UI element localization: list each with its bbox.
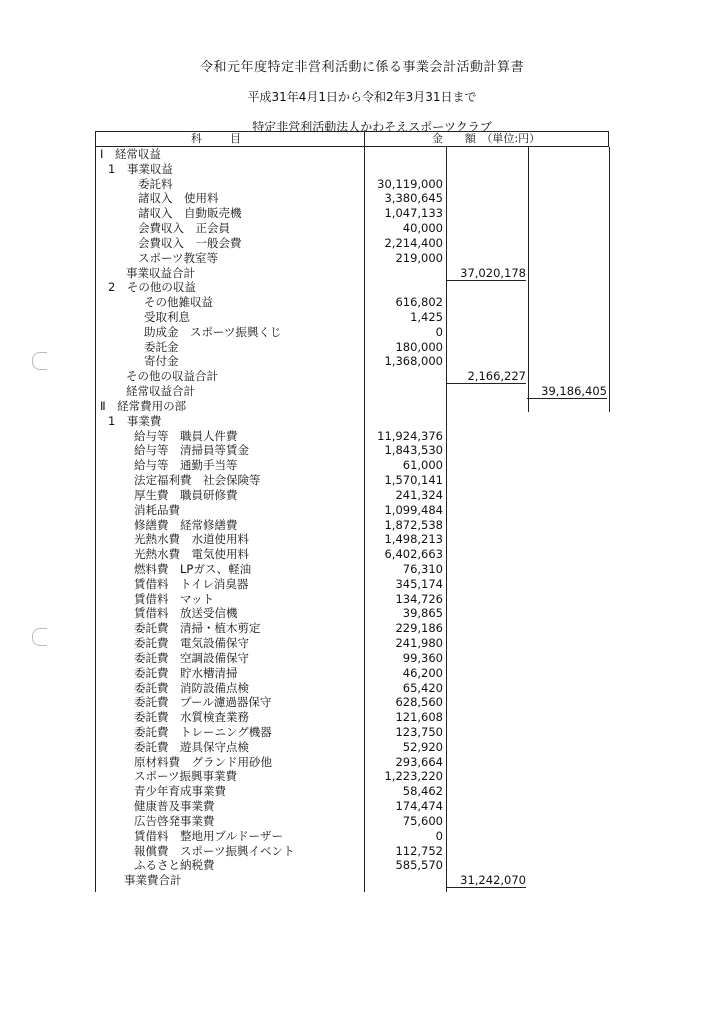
row-label: 経常収益合計: [126, 384, 195, 399]
row-amount: 1,099,484: [384, 502, 443, 517]
activity-statement-table: [95, 131, 609, 892]
row-label: 広告啓発事業費: [134, 813, 215, 828]
row-label: 給与等 通勤手当等: [134, 458, 238, 473]
row-label: 事業収益合計: [126, 265, 195, 280]
row-label: 委託金: [144, 339, 179, 354]
row-amount: 293,664: [395, 754, 443, 769]
table-row: [96, 206, 610, 221]
row-label: 光熱水費 水道使用料: [134, 532, 249, 547]
table-row: [96, 769, 610, 784]
row-label: 賃借料 トイレ消臭器: [134, 576, 249, 591]
table-row: [96, 369, 610, 384]
table-row: [96, 177, 610, 192]
row-label: 諸収入 使用料: [138, 191, 219, 206]
row-label: 委託費 貯水槽清掃: [134, 665, 238, 680]
row-label: 助成金 スポーツ振興くじ: [144, 324, 282, 339]
row-label: 健康普及事業費: [134, 799, 215, 814]
row-amount: 75,600: [402, 813, 443, 828]
table-row: [96, 443, 610, 458]
row-label: その他雑収益: [144, 295, 213, 310]
table-row: [96, 695, 610, 710]
table-row: [96, 621, 610, 636]
row-label: 給与等 清掃員等賃金: [134, 443, 249, 458]
fiscal-period: 平成31年4月1日から令和2年3月31日まで: [247, 90, 477, 104]
row-label: 委託費 遊具保守点検: [134, 739, 249, 754]
row-label: その他の収益合計: [126, 369, 218, 384]
table-row: [96, 340, 610, 355]
row-amount: 52,920: [402, 739, 443, 754]
table-row: [96, 518, 610, 533]
row-label: 賃借料 整地用ブルドーザー: [134, 828, 284, 843]
table-row: [96, 814, 610, 829]
row-label: 1 事業費: [108, 413, 162, 428]
table-row: [96, 636, 610, 651]
organization-name: 特定非営利活動法人かわそえスポーツクラブ: [252, 120, 492, 134]
row-label: 諸収入 自動販売機: [138, 206, 242, 221]
row-label: 法定福利費 社会保険等: [134, 473, 261, 488]
row-label: 委託費 空調設備保守: [134, 650, 249, 665]
table-row: [96, 873, 610, 888]
row-amount: 219,000: [395, 250, 443, 265]
table-row: [96, 666, 610, 681]
table-row: [96, 251, 610, 266]
table-row: [96, 799, 610, 814]
row-label: 委託費 清掃・植木剪定: [134, 621, 261, 636]
table-row: [96, 844, 610, 859]
row-amount: 2,166,227: [446, 369, 526, 384]
table-row: [96, 325, 610, 340]
table-row: [96, 740, 610, 755]
table-row: [96, 266, 610, 281]
row-amount: 174,474: [395, 799, 443, 814]
document-title: 令和元年度特定非営利活動に係る事業会計活動計算書: [199, 60, 524, 75]
table-body: [95, 147, 609, 892]
row-label: 青少年育成事業費: [134, 784, 226, 799]
table-row: [96, 414, 610, 429]
row-amount: 121,608: [395, 710, 443, 725]
row-label: 受取利息: [144, 310, 190, 325]
row-label: 寄付金: [144, 354, 179, 369]
row-label: 委託費 電気設備保守: [134, 636, 249, 651]
table-row: [96, 236, 610, 251]
row-label: 賃借料 放送受信機: [134, 606, 238, 621]
row-label: 消耗品費: [134, 502, 180, 517]
table-row: [96, 606, 610, 621]
row-amount: 585,570: [395, 858, 443, 873]
table-row: [96, 310, 610, 325]
row-amount: 180,000: [395, 339, 443, 354]
row-label: 委託料: [138, 176, 173, 191]
table-row: [96, 547, 610, 562]
row-label: 給与等 職員人件費: [134, 428, 238, 443]
table-row: [96, 384, 610, 399]
row-amount: 1,223,220: [384, 769, 443, 784]
row-amount: 40,000: [402, 221, 443, 236]
table-row: [96, 681, 610, 696]
row-amount: 37,020,178: [446, 266, 526, 281]
row-amount: 241,324: [395, 487, 443, 502]
row-amount: 1,843,530: [384, 443, 443, 458]
row-label: 委託費 水質検査業務: [134, 710, 249, 725]
table-row: [96, 488, 610, 503]
row-amount: 58,462: [402, 784, 443, 799]
row-label: 修繕費 経常修繕費: [134, 517, 238, 532]
row-amount: 112,752: [395, 843, 443, 858]
row-label: ふるさと納税費: [134, 858, 215, 873]
row-amount: 0: [435, 828, 443, 843]
row-label: 燃料費 LPガス、軽油: [134, 561, 252, 576]
table-row: [96, 473, 610, 488]
row-label: 委託費 プール濾過器保守: [134, 695, 272, 710]
row-amount: 0: [435, 324, 443, 339]
row-label: 報償費 スポーツ振興イベント: [134, 843, 295, 858]
table-row: [96, 784, 610, 799]
row-amount: 61,000: [402, 458, 443, 473]
row-label: 2 その他の収益: [108, 280, 196, 295]
row-amount: 134,726: [395, 591, 443, 606]
table-row: [96, 354, 610, 369]
row-amount: 616,802: [395, 295, 443, 310]
row-amount: 76,310: [402, 561, 443, 576]
row-amount: 11,924,376: [377, 428, 443, 443]
row-amount: 3,380,645: [384, 191, 443, 206]
row-amount: 628,560: [395, 695, 443, 710]
table-row: [96, 458, 610, 473]
header-amount: 金 額 （単位:円）: [431, 132, 541, 145]
row-amount: 1,498,213: [384, 532, 443, 547]
row-amount: 1,047,133: [384, 206, 443, 221]
table-row: [96, 221, 610, 236]
row-amount: 1,570,141: [384, 473, 443, 488]
row-label: 光熱水費 電気使用料: [134, 547, 249, 562]
row-label: 賃借料 マット: [134, 591, 215, 606]
table-row: [96, 829, 610, 844]
row-label: 会費収入 正会員: [138, 221, 230, 236]
row-label: Ⅱ 経常費用の部: [100, 398, 187, 413]
table-header: [95, 131, 609, 147]
table-row: [96, 532, 610, 547]
row-amount: 6,402,663: [384, 547, 443, 562]
row-label: 委託費 トレーニング機器: [134, 724, 272, 739]
row-label: スポーツ教室等: [138, 250, 219, 265]
table-row: [96, 725, 610, 740]
row-amount: 345,174: [395, 576, 443, 591]
table-row: [96, 503, 610, 518]
table-row: [96, 858, 610, 873]
table-row: [96, 577, 610, 592]
row-amount: 2,214,400: [384, 235, 443, 250]
row-label: 1 事業収益: [108, 161, 173, 176]
binding-hole-mark: [32, 628, 47, 646]
row-amount: 46,200: [402, 665, 443, 680]
table-row: [96, 562, 610, 577]
row-label: Ⅰ 経常収益: [100, 147, 161, 161]
table-row: [96, 147, 610, 162]
row-amount: 1,425: [410, 310, 443, 325]
table-row: [96, 191, 610, 206]
row-label: 原材料費 グランド用砂他: [134, 754, 272, 769]
row-amount: 39,186,405: [527, 384, 607, 399]
row-label: スポーツ振興事業費: [134, 769, 238, 784]
table-row: [96, 280, 610, 295]
header-subject: 科目: [96, 132, 365, 146]
row-label: 会費収入 一般会費: [138, 235, 242, 250]
binding-hole-mark: [32, 352, 47, 370]
row-amount: 39,865: [402, 606, 443, 621]
table-row: [96, 755, 610, 770]
row-amount: 30,119,000: [377, 176, 443, 191]
row-amount: 1,368,000: [384, 354, 443, 369]
row-amount: 229,186: [395, 621, 443, 636]
table-row: [96, 651, 610, 666]
table-row: [96, 162, 610, 177]
table-row: [96, 295, 610, 310]
row-label: 厚生費 職員研修費: [134, 487, 238, 502]
row-label: 委託費 消防設備点検: [134, 680, 249, 695]
row-amount: 99,360: [402, 650, 443, 665]
table-row: [96, 592, 610, 607]
row-amount: 123,750: [395, 724, 443, 739]
table-row: [96, 429, 610, 444]
row-label: 事業費合計: [124, 873, 182, 888]
row-amount: 1,872,538: [384, 517, 443, 532]
row-amount: 31,242,070: [446, 873, 526, 888]
row-amount: 241,980: [395, 636, 443, 651]
row-amount: 65,420: [402, 680, 443, 695]
table-row: [96, 710, 610, 725]
table-row: [96, 399, 610, 414]
